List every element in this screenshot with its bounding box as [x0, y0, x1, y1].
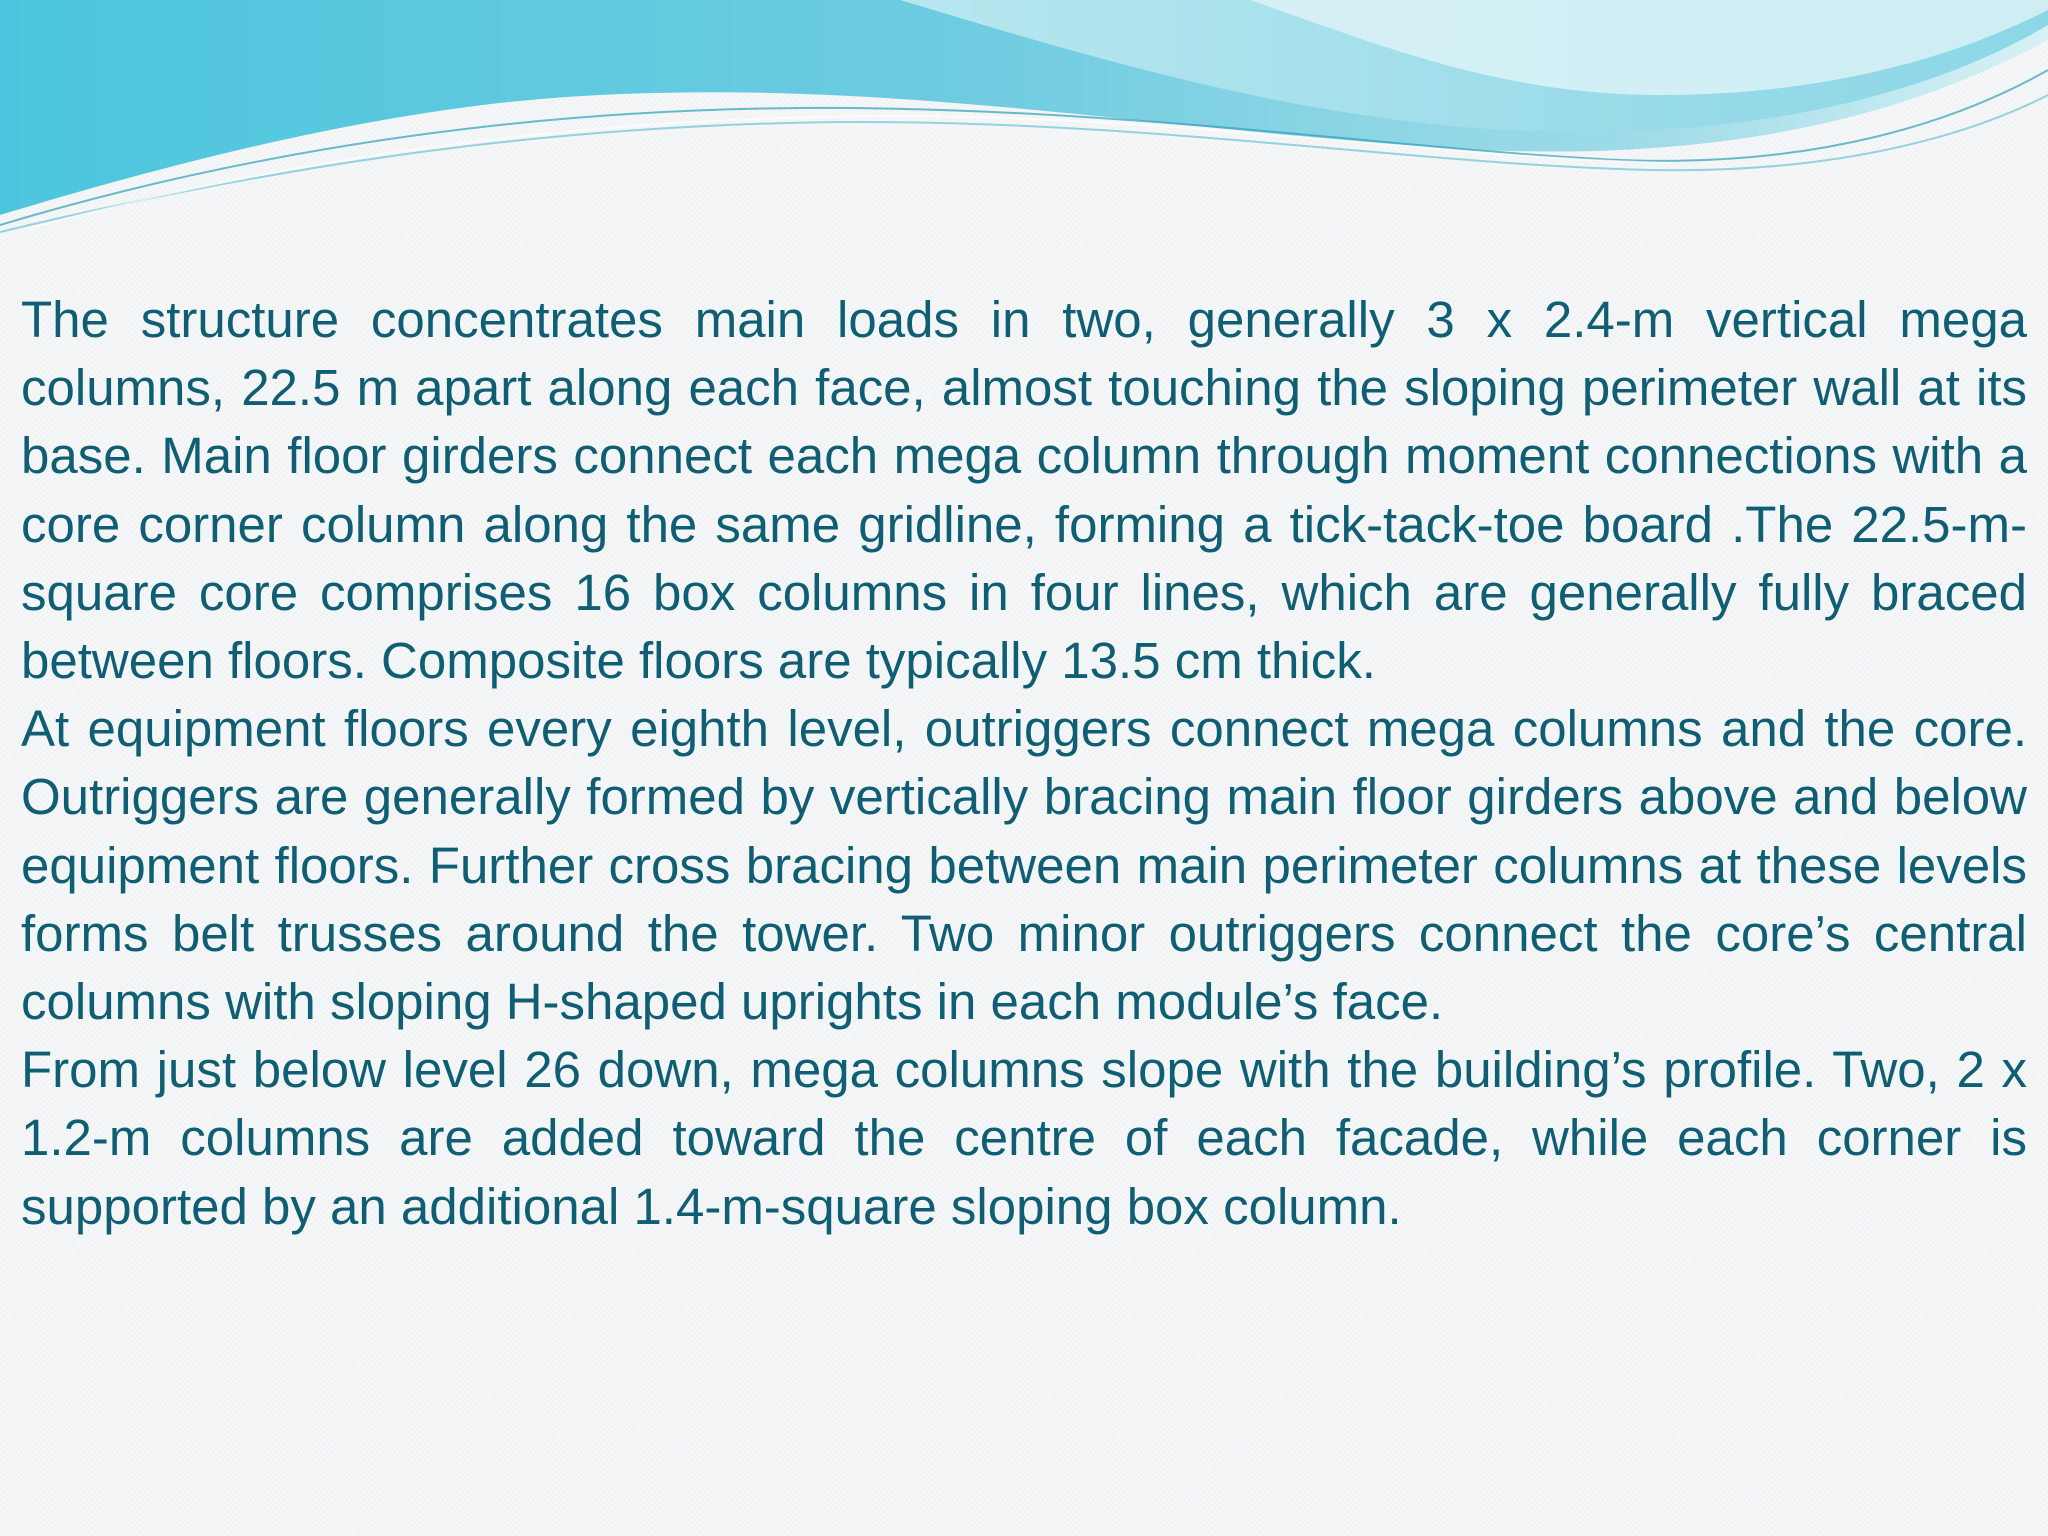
paragraph-structure: The structure concentrates main loads in two, generally 3 x 2.4-m vertical mega columns, 22.5 m apart along each face, almost touching the sloping perimeter wall at its base. Main floor girders connect each mega column through moment connections with a core corner column along the same gridline, forming a tick-tack-toe board .The 22.5-m-square core comprises 16 box columns in four lines, which are generally fully braced between floors. Composite floors are typically 13.5 cm thick. — [21, 291, 2027, 690]
paragraph-mega-columns: From just below level 26 down, mega columns slope with the building’s profile. Two, 2 x 1.2-m columns are added toward the centre of each facade, while each corner is supported by an additional 1.4-m-square sloping box column. — [21, 1041, 2027, 1235]
paragraph-outriggers: At equipment floors every eighth level, outriggers connect mega columns and the core. Outriggers are generally formed by vertically bracing main floor girders above and below equipment floors. Further cross bracing between main perimeter columns at these levels forms belt trusses around the tower. Two minor outriggers connect the core’s central columns with sloping H-shaped uprights in each module’s face. — [21, 700, 2027, 1031]
body-text — [21, 286, 2027, 1241]
header-wave-decoration — [0, 0, 2048, 240]
